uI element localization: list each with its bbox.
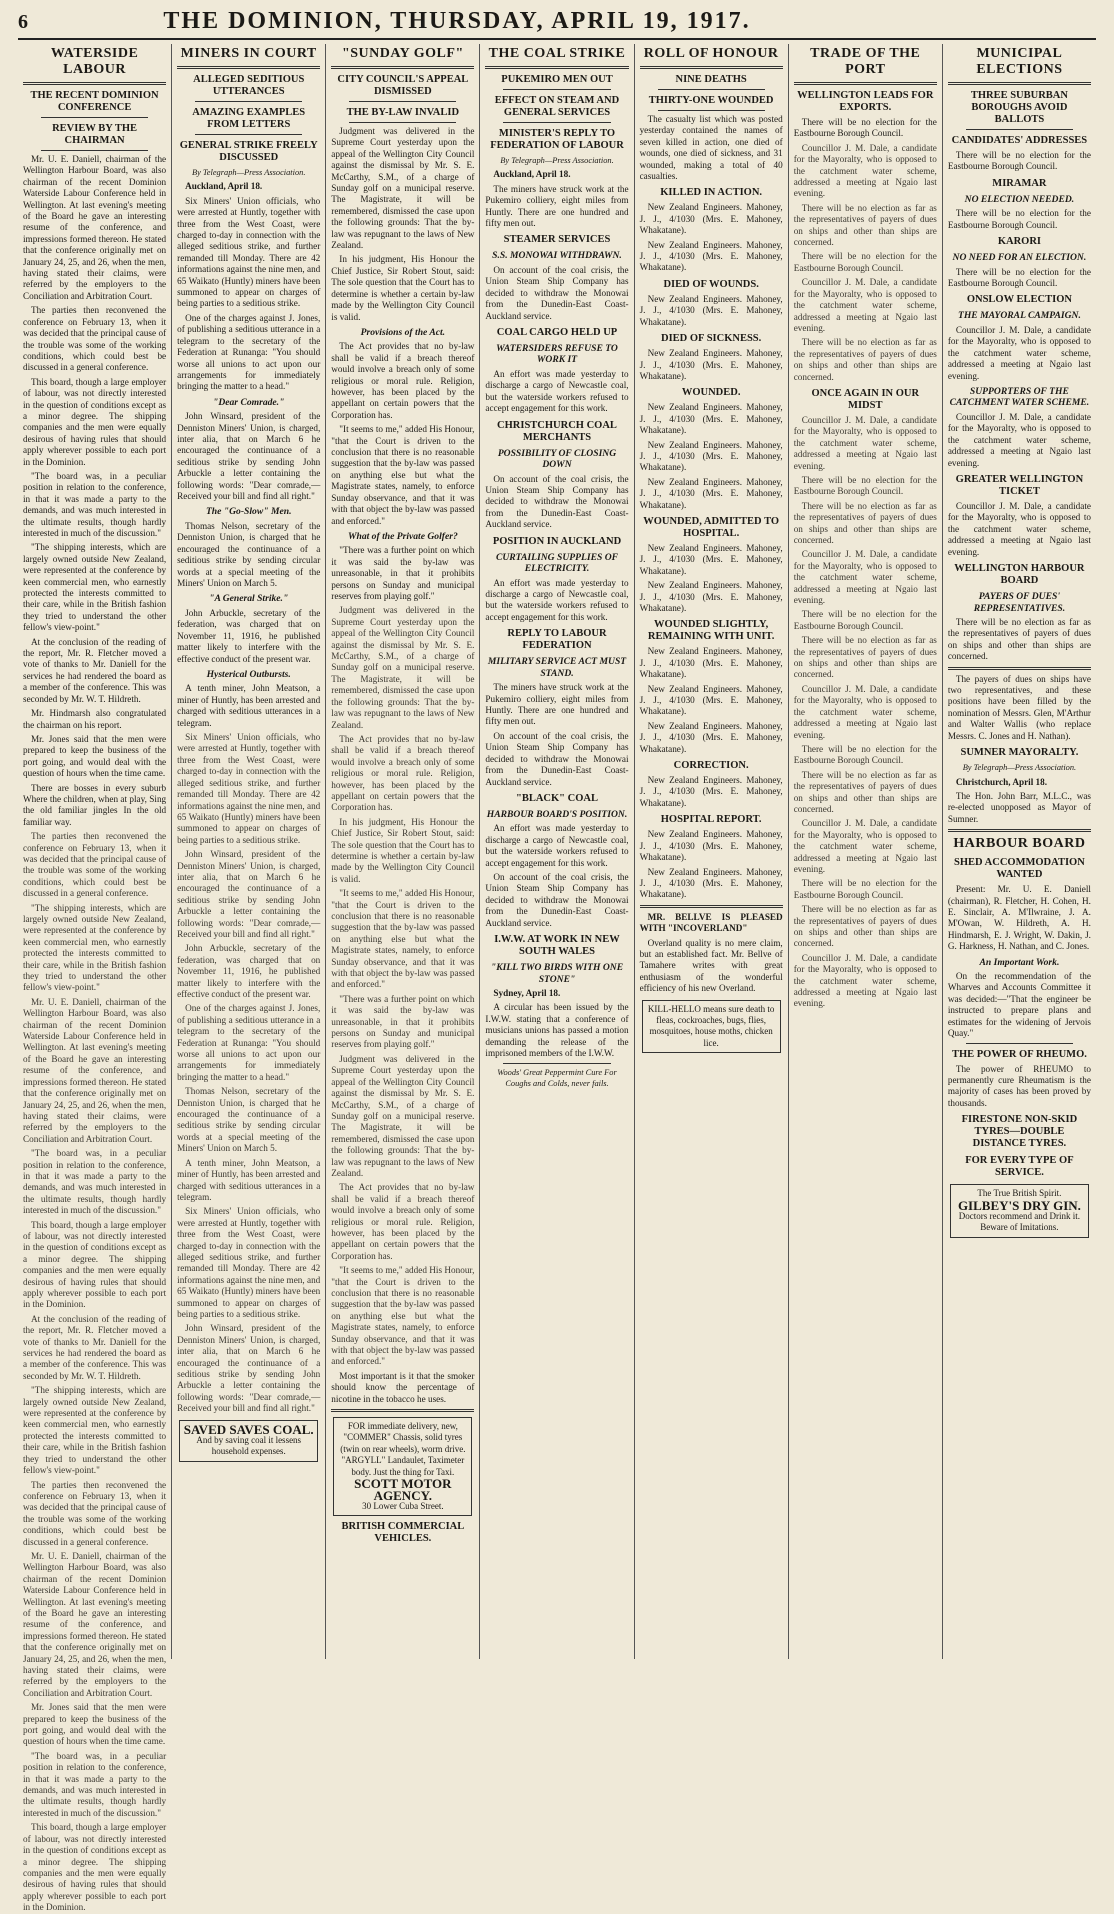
divider xyxy=(658,110,765,111)
article-paragraph: An effort was made yesterday to discharge a cargo of Newcastle coal, but the waterside workers refused to accept engagement for this work. xyxy=(485,823,629,868)
article-paragraph: John Arbuckle, secretary of the federation, was charged that on November 11, 1916, he published matter likely to interfere with the effective conduct of the present war. xyxy=(177,607,321,664)
subhead: WOUNDED SLIGHTLY, REMAINING WITH UNIT. xyxy=(647,619,775,643)
subhead: MINISTER'S REPLY TO FEDERATION OF LABOUR xyxy=(490,128,624,151)
article-paragraph: There are bosses in every suburb Where the children, when at play, Sing the old familiar jingles In the old familiar way. xyxy=(23,782,167,827)
article-paragraph: John Winsard, president of the Denniston Miners' Union, is charged, inter alia, that on March 6 he encouraged the continuance of a seditious strike by sending John Arbuckle a letter containing the following words: "Dear comrade,—Received your bill and find all right." xyxy=(177,1323,321,1414)
section-subhead: The "Go-Slow" Men. xyxy=(205,506,292,518)
ad-address: 30 Lower Cuba Street. xyxy=(362,1500,444,1511)
dateline: Christchurch, April 18. xyxy=(955,776,1048,787)
subhead: CITY COUNCIL'S APPEAL DISMISSED xyxy=(337,74,469,97)
body-text-filler xyxy=(331,605,474,1367)
article-paragraph: There will be no election as far as the representatives of payers of dues on ships and other than ships are concerned. xyxy=(793,500,937,545)
article-paragraph: New Zealand Engineers. Mahoney, J. J., 4/1030 (Mrs. E. Mahoney, Whakatane). xyxy=(639,646,783,680)
subhead: MIRAMAR xyxy=(992,177,1047,189)
article-paragraph: Mr. U. E. Daniell, chairman of the Wellington Harbour Board, was also chairman of the recent Dominion Waterside Labour Conference held in Wellington. At last evening's meeting of the Board he gave an interesting resume of the conference, and impressions formed thereon. He stated that the conference originally met on January 24, 25, and 26, when the men, having stated their claims, were referred by the employers to the Conciliation and Arbitration Court. xyxy=(23,996,167,1144)
advertisement-kill-hello xyxy=(642,1000,781,1054)
masthead xyxy=(18,8,1096,40)
subhead: KILLED IN ACTION. xyxy=(660,187,763,199)
article-paragraph: "It seems to me," added His Honour, "that the Court is driven to the conclusion that there is no reasonable suggestion that the by-law was passed on anything else but what the Magistrate states, namely, to enforce Sunday observance, and that it was with that object the by-law was passed and enforced." xyxy=(331,1265,475,1367)
subhead: GENERAL STRIKE FREELY DISCUSSED xyxy=(179,140,318,163)
article-paragraph: There will be no election for the Eastbourne Borough Council. xyxy=(793,743,937,766)
article-paragraph: On the recommendation of the Wharves and Accounts Committee it was decided:—"That the engineer be instructed to prepare plans and estimates for the widening of Jervois Quay." xyxy=(947,971,1091,1039)
page-number: 6 xyxy=(18,11,28,33)
article-paragraph: New Zealand Engineers. Mahoney, J. J., 4/1030 (Mrs. E. Mahoney, Whakatane). xyxy=(639,239,783,273)
article-paragraph: There will be no election for the Eastbourne Borough Council. xyxy=(793,117,937,139)
subhead: THE POWER OF RHEUMO. xyxy=(951,1048,1087,1060)
ad-title: The True British Spirit. xyxy=(977,1188,1062,1199)
article-paragraph: Overland quality is no mere claim, but an established fact. Mr. Bellve of Tamahere writes with great enthusiasm of the wonderful efficiency of his new Overland. xyxy=(639,937,783,994)
article-paragraph: On account of the coal crisis, the Union Steam Ship Company has decided to withdraw the Monowai from the Dunedin-East Coast-Auckland service. xyxy=(485,872,629,928)
ad-title: SAVED SAVES COAL. xyxy=(183,1421,314,1437)
subhead: PUKEMIRO MEN OUT xyxy=(501,74,613,85)
subhead: THE BY-LAW INVALID xyxy=(346,107,460,118)
article-paragraph: Present: Mr. U. E. Daniell (chairman), R. Fletcher, H. Cohen, H. E. Sinclair, A. M'Ilwraine, J. A. M'Owan, W. Hildreth, A. H. Hindmarsh, E. J. Wright, W. Dakin, J. G. Harkness, H. Nathan, and C. Jones. xyxy=(947,884,1091,952)
article-paragraph: At the conclusion of the reading of the report, Mr. R. Fletcher moved a vote of thanks to Mr. Daniell for the services he had rendered the board as a member of the conference. This was seconded by Mr. W. T. Hildreth. xyxy=(23,1313,167,1381)
column-trade-and-elections xyxy=(789,44,943,1659)
column-roll-of-honour xyxy=(635,44,789,1659)
article-paragraph: New Zealand Engineers. Mahoney, J. J., 4/1030 (Mrs. E. Mahoney, Whakatane). xyxy=(639,402,783,436)
article-paragraph: New Zealand Engineers. Mahoney, J. J., 4/1030 (Mrs. E. Mahoney, Whakatane). xyxy=(639,720,783,754)
divider xyxy=(503,122,610,123)
divider xyxy=(349,122,456,123)
article-paragraph: There will be no election for the Eastbourne Borough Council. xyxy=(947,150,1091,172)
article-paragraph: The parties then reconvened the conference on February 13, when it was decided that the principal cause of the trouble was some of the working conditions, which could best be discussed in a general conference. xyxy=(23,831,167,899)
article-paragraph: There will be no election as far as the representatives of payers of dues on ships and other than ships are concerned. xyxy=(793,337,937,382)
footer-heading: BRITISH COMMERCIAL VEHICLES. xyxy=(341,1521,465,1545)
byline: By Telegraph—Press Association. xyxy=(500,156,614,165)
section-subhead: Hysterical Outbursts. xyxy=(206,668,291,680)
article-paragraph: Mr. U. E. Daniell, chairman of the Wellington Harbour Board, was also chairman of the recent Dominion Waterside Labour Conference held in Wellington. At last evening's meeting of the Board he gave an interesting resume of the conference, and impressions formed thereon. He stated that the conference originally met on January 24, 25, and 26, when the men, having stated their claims, were referred by the employers to the Conciliation and Arbitration Court. xyxy=(23,154,167,301)
article-paragraph: John Arbuckle, secretary of the federation, was charged that on November 11, 1916, he published matter likely to interfere with the effective conduct of the present war. xyxy=(177,943,321,999)
article-paragraph: The parties then reconvened the conference on February 13, when it was decided that the principal cause of the trouble was some of the working conditions, which could best be discussed in a general conference. xyxy=(23,305,167,373)
article-paragraph: Councillor J. M. Dale, a candidate for the Mayoralty, who is opposed to the catchment water scheme, addressed a meeting at Ngaio last evening. xyxy=(793,549,937,606)
divider xyxy=(195,134,302,135)
article-paragraph: Thomas Nelson, secretary of the Denniston Union, is charged that he encouraged the continuance of a seditious strike by sending circular words at a special meeting of the Miners' Union on March 5. xyxy=(177,1086,321,1154)
article-paragraph: New Zealand Engineers. Mahoney, J. J., 4/1030 (Mrs. E. Mahoney, Whakatane). xyxy=(639,683,783,717)
headline-coal-strike: THE COAL STRIKE xyxy=(488,46,626,61)
article-paragraph: John Winsard, president of the Denniston Miners' Union, is charged, inter alia, that on March 6 he encouraged the continuance of a seditious strike by sending John Arbuckle a letter containing the following words: "Dear comrade,—Received your bill and find all right." xyxy=(177,849,321,939)
section-subhead: "Dear Comrade." xyxy=(213,396,285,408)
section-subhead: S.S. MONOWAI WITHDRAWN. xyxy=(492,250,622,262)
footer-ad: Woods' Great Peppermint Cure For Coughs and Colds, never fails. xyxy=(497,1067,617,1088)
article-paragraph: On account of the coal crisis, the Union Steam Ship Company has decided to withdraw the Monowai from the Dunedin-East Coast-Auckland service. xyxy=(485,473,629,530)
article-paragraph: The payers of dues on ships have two representatives, and these positions have been filled by the nomination of Messrs. Glen, M'Arthur and Walter Wallis (who replace Messrs. C. Jones and H. Nathan). xyxy=(947,673,1091,741)
article-paragraph: One of the charges against J. Jones, of publishing a seditious utterance in a telegram to the secretary of the Federation at Runanga: "You should worse all unions to act upon our arrangements for immediately bringing the matter to a head." xyxy=(177,312,321,392)
column-waterside-labour xyxy=(18,44,172,1913)
divider xyxy=(503,89,610,90)
section-subhead: POSSIBILITY OF CLOSING DOWN xyxy=(497,447,617,471)
article-paragraph: The miners have struck work at the Pukemiro colliery, eight miles from Huntly. There are one hundred and fifty men out. xyxy=(485,682,629,727)
article-paragraph: The Hon. John Barr, M.L.C., was re-elected unopposed as Mayor of Sumner. xyxy=(947,790,1091,824)
article-paragraph: Judgment was delivered in the Supreme Court yesterday upon the appeal of the Wellington City Council against the dismissal by Mr. S. E. McCarthy, S.M., of a charge of Sunday golf on a municipal reserve. The Magistrate, it will be remembered, dismissed the case upon the following grounds: That the by-law was repugnant to the laws of New Zealand. xyxy=(331,126,475,251)
byline: By Telegraph—Press Association. xyxy=(191,168,306,177)
section-subhead: PAYERS OF DUES' REPRESENTATIVES. xyxy=(973,591,1066,614)
subhead: THE RECENT DOMINION CONFERENCE xyxy=(30,90,159,113)
divider xyxy=(23,82,166,85)
subhead: AMAZING EXAMPLES FROM LETTERS xyxy=(192,107,306,130)
advertisement-gin xyxy=(950,1184,1089,1238)
article-paragraph: "The shipping interests, which are largely owned outside New Zealand, were represented at the conference by keen commercial men, who earnestly protected the interests committed to their care, while in the British fashion they tried to understand the other fellow's view-point." xyxy=(23,542,167,633)
subhead: ONCE AGAIN IN OUR MIDST xyxy=(811,387,920,411)
byline: By Telegraph—Press Association. xyxy=(962,763,1077,773)
divider xyxy=(503,1063,610,1064)
article-paragraph: New Zealand Engineers. Mahoney, J. J., 4/1030 (Mrs. E. Mahoney, Whakatane). xyxy=(639,202,783,236)
section-subhead: HARBOUR BOARD'S POSITION. xyxy=(486,808,628,820)
body-text-filler xyxy=(23,831,166,1913)
article-paragraph: There will be no election for the Eastbourne Borough Council. xyxy=(793,609,937,631)
section-subhead: "KILL TWO BIRDS WITH ONE STONE" xyxy=(490,962,624,985)
section-subhead: MILITARY SERVICE ACT MUST STAND. xyxy=(487,656,627,679)
divider xyxy=(948,82,1091,85)
article-paragraph: Thomas Nelson, secretary of the Denniston Union, is charged that he encouraged the continuance of a seditious strike by sending circular words at a special meeting of the Miners' Union on March 5. xyxy=(177,520,321,588)
article-paragraph: There will be no election for the Eastbourne Borough Council. xyxy=(793,474,937,497)
article-paragraph: There will be no election as far as the representatives of payers of dues on ships and other than ships are concerned. xyxy=(793,202,937,248)
article-paragraph: "The board was, in a peculiar position in relation to the conference, in that it was made a party to the demands, and was much interested in the ultimate results, though hardly interested in much of the discussion." xyxy=(23,1750,167,1818)
subhead: WOUNDED. xyxy=(681,387,741,399)
article-paragraph: Judgment was delivered in the Supreme Court yesterday upon the appeal of the Wellington City Council against the dismissal by Mr. S. E. McCarthy, S.M., of a charge of Sunday golf on a municipal reserve. The Magistrate, it will be remembered, dismissed the case upon the following grounds: That the by-law was repugnant to the laws of New Zealand. xyxy=(331,605,475,730)
headline-miners-in-court: MINERS IN COURT xyxy=(180,46,317,61)
article-paragraph: Mr. Jones said that the men were prepared to keep the business of the port going, and would deal with the question of hours when the time came. xyxy=(23,1702,167,1747)
headline-roll-of-honour: ROLL OF HONOUR xyxy=(643,46,779,61)
article-paragraph: Councillor J. M. Dale, a candidate for the Mayoralty, who is opposed to the catchment water scheme, addressed a meeting at Ngaio last evening. xyxy=(947,501,1091,557)
ad-text: KILL-HELLO means sure death to fleas, cockroaches, bugs, flies, mosquitoes, house moths, chicken lice. xyxy=(647,1003,775,1048)
article-paragraph: "There was a further point on which it was said the by-law was unreasonable, in that it prohibits persons on Sunday and municipal reserves from playing golf." xyxy=(331,545,475,602)
article-paragraph: Councillor J. M. Dale, a candidate for the Mayoralty, who is opposed to the catchment water scheme, addressed a meeting at Ngaio last evening. xyxy=(947,411,1091,468)
article-paragraph: There will be no election for the Eastbourne Borough Council. xyxy=(947,208,1091,230)
article-paragraph: This board, though a large employer of labour, was not directly interested in the question of conditions except as a minor degree. The shipping companies and the men were equally desirous of having rules that should apply wherever possible to each port in the Dominion. xyxy=(23,1219,167,1310)
article-paragraph: The parties then reconvened the conference on February 13, when it was decided that the principal cause of the trouble was some of the working conditions, which could best be discussed in a general conference. xyxy=(23,1479,167,1547)
article-paragraph: Judgment was delivered in the Supreme Court yesterday upon the appeal of the Wellington City Council against the dismissal by Mr. S. E. McCarthy, S.M., of a charge of Sunday golf on a municipal reserve. The Magistrate, it will be remembered, dismissed the case upon the following grounds: That the by-law was repugnant to the laws of New Zealand. xyxy=(331,1053,475,1178)
article-paragraph: "There was a further point on which it was said the by-law was unreasonable, in that it prohibits persons on Sunday and municipal reserves from playing golf." xyxy=(331,993,475,1050)
subhead: HOSPITAL REPORT. xyxy=(660,814,762,826)
article-paragraph: Councillor J. M. Dale, a candidate for the Mayoralty, who is opposed to the catchment water scheme, addressed a meeting at Ngaio last evening. xyxy=(793,277,937,333)
subhead: THREE SUBURBAN BOROUGHS AVOID BALLOTS xyxy=(970,90,1068,125)
article-paragraph: There will be no election for the Eastbourne Borough Council. xyxy=(793,878,937,900)
article-paragraph: There will be no election as far as the representatives of payers of dues on ships and other than ships are concerned. xyxy=(793,904,937,949)
divider xyxy=(794,82,937,85)
subhead: I.W.W. AT WORK IN NEW SOUTH WALES xyxy=(494,934,620,958)
article-paragraph: Mr. U. E. Daniell, chairman of the Wellington Harbour Board, was also chairman of the recent Dominion Waterside Labour Conference held in Wellington. At last evening's meeting of the Board he gave an interesting resume of the conference, and impressions formed thereon. He stated that the conference originally met on January 24, 25, and 26, when the men, having stated their claims, were referred by the employers to the Conciliation and Arbitration Court. xyxy=(23,1550,167,1698)
divider xyxy=(331,66,474,69)
article-paragraph: New Zealand Engineers. Mahoney, J. J., 4/1030 (Mrs. E. Mahoney, Whakatane). xyxy=(639,580,783,613)
article-paragraph: "The shipping interests, which are largely owned outside New Zealand, were represented at the conference by keen commercial men, who earnestly protected the interests committed to their care, while in the British fashion they tried to understand the other fellow's view-point." xyxy=(23,902,167,993)
section-subhead: NO NEED FOR AN ELECTION. xyxy=(952,252,1087,264)
subhead: THIRTY-ONE WOUNDED xyxy=(648,95,774,106)
divider xyxy=(966,129,1073,130)
section-subhead: SUPPORTERS OF THE CATCHMENT WATER SCHEME. xyxy=(949,385,1090,409)
subhead: WELLINGTON LEADS FOR EXPORTS. xyxy=(797,90,934,113)
article-paragraph: Councillor J. M. Dale, a candidate for the Mayoralty, who is opposed to the catchment water scheme, addressed a meeting at Ngaio last evening. xyxy=(793,952,937,1009)
article-paragraph: This board, though a large employer of labour, was not directly interested in the question of conditions except as a minor degree. The shipping companies and the men were equally desirous of having rules that should apply wherever possible to each port in the Dominion. xyxy=(23,1822,167,1913)
headline-waterside-labour: WATERSIDE LABOUR xyxy=(50,46,139,77)
ad-text: And by saving coal it lessens household expenses. xyxy=(196,1435,302,1457)
subhead: NINE DEATHS xyxy=(675,74,747,85)
article-paragraph: There will be no election for the Eastbourne Borough Council. xyxy=(947,266,1091,289)
article-paragraph: New Zealand Engineers. Mahoney, J. J., 4/1030 (Mrs. E. Mahoney, Whakatane). xyxy=(639,775,783,808)
headline-sunday-golf: "SUNDAY GOLF" xyxy=(341,46,464,61)
section-subhead: WATERSIDERS REFUSE TO WORK IT xyxy=(496,342,618,366)
article-paragraph: A circular has been issued by the I.W.W. stating that a conference of musicians unions has passed a motion demanding the release of the imprisoned members of the I.W.W. xyxy=(485,1002,629,1059)
article-paragraph: On account of the coal crisis, the Union Steam Ship Company has decided to withdraw the Monowai from the Dunedin-East Coast-Auckland service. xyxy=(485,730,629,787)
article-paragraph: "The shipping interests, which are largely owned outside New Zealand, were represented at the conference by keen commercial men, who earnestly protected the interests committed to their care, while in the British fashion they tried to understand the other fellow's view-point." xyxy=(23,1385,167,1476)
subhead: COAL CARGO HELD UP xyxy=(496,326,618,338)
article-paragraph: New Zealand Engineers. Mahoney, J. J., 4/1030 (Mrs. E. Mahoney, Whakatane). xyxy=(639,293,783,327)
article-paragraph: On account of the coal crisis, the Union Steam Ship Company has decided to withdraw the Monowai from the Dunedin-East Coast-Auckland service. xyxy=(485,264,629,321)
divider xyxy=(640,66,783,69)
section-subhead: NO ELECTION NEEDED. xyxy=(964,193,1075,205)
article-paragraph: An effort was made yesterday to discharge a cargo of Newcastle coal, but the waterside workers refused to accept engagement for this work. xyxy=(485,577,629,622)
subhead: SUMNER MAYORALTY. xyxy=(960,747,1079,759)
divider xyxy=(640,905,783,908)
article-paragraph: Six Miners' Union officials, who were arrested at Huntly, together with three from the West Coast, were charged to-day in connection with the alleged seditious strike, and further remanded till Monday. There are 42 informations against the nine men, and 65 Waikato (Huntly) miners have been summoned to appear on charges of being parties to a seditious strike. xyxy=(177,1206,321,1319)
article-paragraph: A tenth miner, John Meatson, a miner of Huntly, has been arrested and charged with seditious utterances in a telegram. xyxy=(177,683,321,728)
dateline: Auckland, April 18. xyxy=(493,169,571,180)
article-paragraph: "The board was, in a peculiar position in relation to the conference, in that it was made a party to the demands, and was much interested in the ultimate results, though hardly interested in much of the discussion." xyxy=(23,470,167,538)
article-paragraph: This board, though a large employer of labour, was not directly interested in the question of conditions except as a minor degree. The shipping companies and the men were equally desirous of having rules that should apply wherever possible to each port in the Dominion. xyxy=(23,376,167,467)
divider xyxy=(41,150,148,151)
section-subhead: THE MAYORAL CAMPAIGN. xyxy=(957,310,1081,322)
paper-title: THE DOMINION, THURSDAY, APRIL 19, 1917. xyxy=(163,8,751,34)
body-text-filler xyxy=(794,143,937,383)
column-coal-strike xyxy=(480,44,634,1659)
article-paragraph: New Zealand Engineers. Mahoney, J. J., 4/1030 (Mrs. E. Mahoney, Whakatane). xyxy=(639,829,783,863)
article-paragraph: There will be no election as far as the representatives of payers of dues on ships and other than ships are concerned. xyxy=(793,635,937,680)
article-paragraph: An effort was made yesterday to discharge a cargo of Newcastle coal, but the waterside workers refused to accept engagement for this work. xyxy=(485,368,629,414)
section-subhead: An Important Work. xyxy=(979,956,1060,968)
column-sunday-golf xyxy=(326,44,480,1659)
headline-trade-of-port: TRADE OF THE PORT xyxy=(810,46,921,77)
subhead: ONSLOW ELECTION xyxy=(966,294,1072,306)
body-text-filler xyxy=(177,732,320,1415)
article-paragraph: There will be no election for the Eastbourne Borough Council. xyxy=(793,251,937,273)
section-subhead: "A General Strike." xyxy=(209,593,289,605)
section-subhead: Provisions of the Act. xyxy=(360,326,446,338)
subhead: REPLY TO LABOUR FEDERATION xyxy=(507,628,607,652)
divider xyxy=(948,829,1091,832)
dateline: Auckland, April 18. xyxy=(185,181,263,192)
article-paragraph: Most important is it that the smoker should know the percentage of nicotine in the tobacco he uses. xyxy=(331,1370,475,1404)
subhead: ALLEGED SEDITIOUS UTTERANCES xyxy=(193,74,305,97)
subhead: EFFECT ON STEAM AND GENERAL SERVICES xyxy=(494,95,620,118)
article-paragraph: Councillor J. M. Dale, a candidate for the Mayoralty, who is opposed to the catchment water scheme, addressed a meeting at Ngaio last evening. xyxy=(793,818,937,874)
subhead: SHED ACCOMMODATION WANTED xyxy=(954,857,1085,881)
subhead: STEAMER SERVICES xyxy=(503,234,611,246)
columns xyxy=(18,44,1096,1913)
subhead: WOUNDED, ADMITTED TO HOSPITAL. xyxy=(643,515,780,539)
advertisement-coal xyxy=(179,1420,318,1462)
headline-harbour-board: HARBOUR BOARD xyxy=(953,836,1086,852)
article-paragraph: The Act provides that no by-law shall be valid if a breach thereof would involve a breach only of some religious or moral rule. Religion, however, has been placed by the appellant on certain powers that the Corporation has. xyxy=(331,341,475,420)
article-paragraph: A tenth miner, John Meatson, a miner of Huntly, has been arrested and charged with seditious utterances in a telegram. xyxy=(177,1157,321,1202)
column-miners-in-court xyxy=(172,44,326,1659)
divider xyxy=(195,101,302,102)
divider xyxy=(485,66,628,69)
article-paragraph: Mr. Jones said that the men were prepared to keep the business of the port going, and would deal with the question of hours when the time came. xyxy=(23,733,167,779)
article-paragraph: One of the charges against J. Jones, of publishing a seditious utterance in a telegram to the secretary of the Federation at Runanga: "You should worse all unions to act upon our arrangements for immediately bringing the matter to a head." xyxy=(177,1003,321,1082)
subhead: REVIEW BY THE CHAIRMAN xyxy=(52,123,138,146)
article-paragraph: New Zealand Engineers. Mahoney, J. J., 4/1030 (Mrs. E. Mahoney, Whakatane). xyxy=(639,439,783,473)
subhead: CORRECTION. xyxy=(673,760,749,772)
article-paragraph: John Winsard, president of the Denniston Miners' Union, is charged, inter alia, that on March 6 he encouraged the continuance of a seditious strike by sending John Arbuckle a letter containing the following words: "Dear comrade,—Received your bill and find all right." xyxy=(177,411,321,502)
advertisement-motor xyxy=(333,1417,472,1516)
ad-product: GILBEY'S DRY GIN. xyxy=(957,1197,1081,1213)
dateline: Sydney, April 18. xyxy=(493,988,561,999)
ad-text: FOR immediate delivery, new, "COMMER" Chassis, solid tyres (twin on rear wheels), worm drive. "ARGYLL" Landaulet, Taximeter body. Just the thing for Taxi. xyxy=(340,1421,466,1477)
article-paragraph: At the conclusion of the reading of the report, Mr. R. Fletcher moved a vote of thanks to Mr. Daniell for the services he had rendered the board as a member of the conference. This was seconded by Mr. W. T. Hildreth. xyxy=(23,636,167,704)
article-paragraph: New Zealand Engineers. Mahoney, J. J., 4/1030 (Mrs. E. Mahoney, Whakatane). xyxy=(639,476,783,510)
article-paragraph: Six Miners' Union officials, who were arrested at Huntly, together with three from the West Coast, were charged to-day in connection with the alleged seditious strike, and further remanded till Monday. There are 42 informations against the nine men, and 65 Waikato (Huntly) miners have been summoned to appear on charges of being parties to a seditious strike. xyxy=(177,732,321,845)
divider xyxy=(349,101,456,102)
subhead: DIED OF WOUNDS. xyxy=(663,278,759,290)
ad-name: SCOTT MOTOR AGENCY. xyxy=(354,1476,452,1503)
article-paragraph: Councillor J. M. Dale, a candidate for the Mayoralty, who is opposed to the catchment water scheme, addressed a meeting at Ngaio last evening. xyxy=(793,414,937,471)
subhead: FIRESTONE NON-SKID TYRES—DOUBLE DISTANCE TYRES. xyxy=(961,1114,1078,1150)
article-paragraph: In his judgment, His Honour the Chief Justice, Sir Robert Stout, said: The sole question that the Court has to determine is whether a certain by-law made by the Wellington City Council is valid. xyxy=(331,254,475,322)
subhead: FOR EVERY TYPE OF SERVICE. xyxy=(965,1155,1074,1179)
ad-footer: Doctors recommend and Drink it. Beware of Imitations. xyxy=(958,1210,1081,1233)
article-paragraph: New Zealand Engineers. Mahoney, J. J., 4/1030 (Mrs. E. Mahoney, Whakatane). xyxy=(639,866,783,900)
article-paragraph: The miners have struck work at the Pukemiro colliery, eight miles from Huntly. There are one hundred and fifty men out. xyxy=(485,183,629,229)
subhead: KARORI xyxy=(997,236,1041,248)
article-paragraph: There will be no election as far as the representatives of payers of dues on ships and other than ships are concerned. xyxy=(947,617,1091,662)
article-paragraph: The casualty list which was posted yesterday contained the names of seven killed in action, one died of wounds, one died of sickness, and 31 wounded, making a total of 40 casualties. xyxy=(639,114,783,182)
divider xyxy=(41,117,148,118)
divider xyxy=(948,667,1091,670)
article-paragraph: Six Miners' Union officials, who were arrested at Huntly, together with three from the West Coast, were charged to-day in connection with the alleged seditious strike, and further remanded till Monday. There are 42 informations against the nine men, and 65 Waikato (Huntly) miners have been summoned to appear on charges of being parties to a seditious strike. xyxy=(177,195,321,309)
divider xyxy=(177,66,320,69)
subhead: CANDIDATES' ADDRESSES xyxy=(951,135,1088,146)
subhead: DIED OF SICKNESS. xyxy=(661,333,762,345)
headline-municipal-elections: MUNICIPAL ELECTIONS xyxy=(976,46,1063,77)
subhead: GREATER WELLINGTON TICKET xyxy=(955,474,1084,497)
article-paragraph: There will be no election as far as the representatives of payers of dues on ships and other than ships are concerned. xyxy=(793,769,937,814)
article-paragraph: The Act provides that no by-law shall be valid if a breach thereof would involve a breach only of some religious or moral rule. Religion, however, has been placed by the appellant on certain powers that the Corporation has. xyxy=(331,733,475,813)
article-paragraph: New Zealand Engineers. Mahoney, J. J., 4/1030 (Mrs. E. Mahoney, Whakatane). xyxy=(639,542,783,576)
divider xyxy=(331,1409,474,1412)
divider xyxy=(966,1043,1073,1044)
article-paragraph: In his judgment, His Honour the Chief Justice, Sir Robert Stout, said: The sole question that the Court has to determine is whether a certain by-law made by the Wellington City Council is valid. xyxy=(331,816,475,884)
article-paragraph: Councillor J. M. Dale, a candidate for the Mayoralty, who is opposed to the catchment water scheme, addressed a meeting at Ngaio last evening. xyxy=(793,142,937,199)
subhead: WELLINGTON HARBOUR BOARD xyxy=(954,563,1085,587)
section-subhead: CURTAILING SUPPLIES OF ELECTRICITY. xyxy=(495,551,619,575)
divider xyxy=(658,89,765,90)
article-paragraph: The power of RHEUMO to permanently cure Rheumatism is the majority of cases has been proved by thousands. xyxy=(947,1063,1091,1108)
section-subhead: What of the Private Golfer? xyxy=(347,530,458,542)
subhead: "BLACK" COAL xyxy=(516,792,598,804)
article-paragraph: Councillor J. M. Dale, a candidate for the Mayoralty, who is opposed to the catchment water scheme, addressed a meeting at Ngaio last evening. xyxy=(947,324,1091,381)
article-paragraph: "It seems to me," added His Honour, "that the Court is driven to the conclusion that there is no reasonable suggestion that the by-law was passed on anything else but what the Magistrate states, namely, to enforce Sunday observance, and that it was with that object the by-law was passed and enforced." xyxy=(331,888,475,990)
column-municipal-elections xyxy=(943,44,1096,1659)
article-paragraph: The Act provides that no by-law shall be valid if a breach thereof would involve a breach only of some religious or moral rule. Religion, however, has been placed by the appellant on certain powers that the Corporation has. xyxy=(331,1182,475,1261)
article-paragraph: New Zealand Engineers. Mahoney, J. J., 4/1030 (Mrs. E. Mahoney, Whakatane). xyxy=(639,348,783,381)
subhead: CHRISTCHURCH COAL MERCHANTS xyxy=(497,419,617,443)
ad-heading: MR. BELLVE IS PLEASED WITH "INCOVERLAND" xyxy=(639,911,783,934)
article-paragraph: "The board was, in a peculiar position in relation to the conference, in that it was made a party to the demands, and was much interested in the ultimate results, though hardly interested in much of the discussion." xyxy=(23,1148,167,1216)
article-paragraph: Councillor J. M. Dale, a candidate for the Mayoralty, who is opposed to the catchment water scheme, addressed a meeting at Ngaio last evening. xyxy=(793,683,937,740)
article-paragraph: "It seems to me," added His Honour, "that the Court is driven to the conclusion that there is no reasonable suggestion that the by-law was passed on anything else but what the Magistrate states, namely, to enforce Sunday observance, and that it was with that object the by-law was passed and enforced." xyxy=(331,424,475,526)
body-text-filler xyxy=(794,415,937,1010)
article-paragraph: Mr. Hindmarsh also congratulated the chairman on his report. xyxy=(23,708,167,730)
subhead: POSITION IN AUCKLAND xyxy=(492,535,622,547)
